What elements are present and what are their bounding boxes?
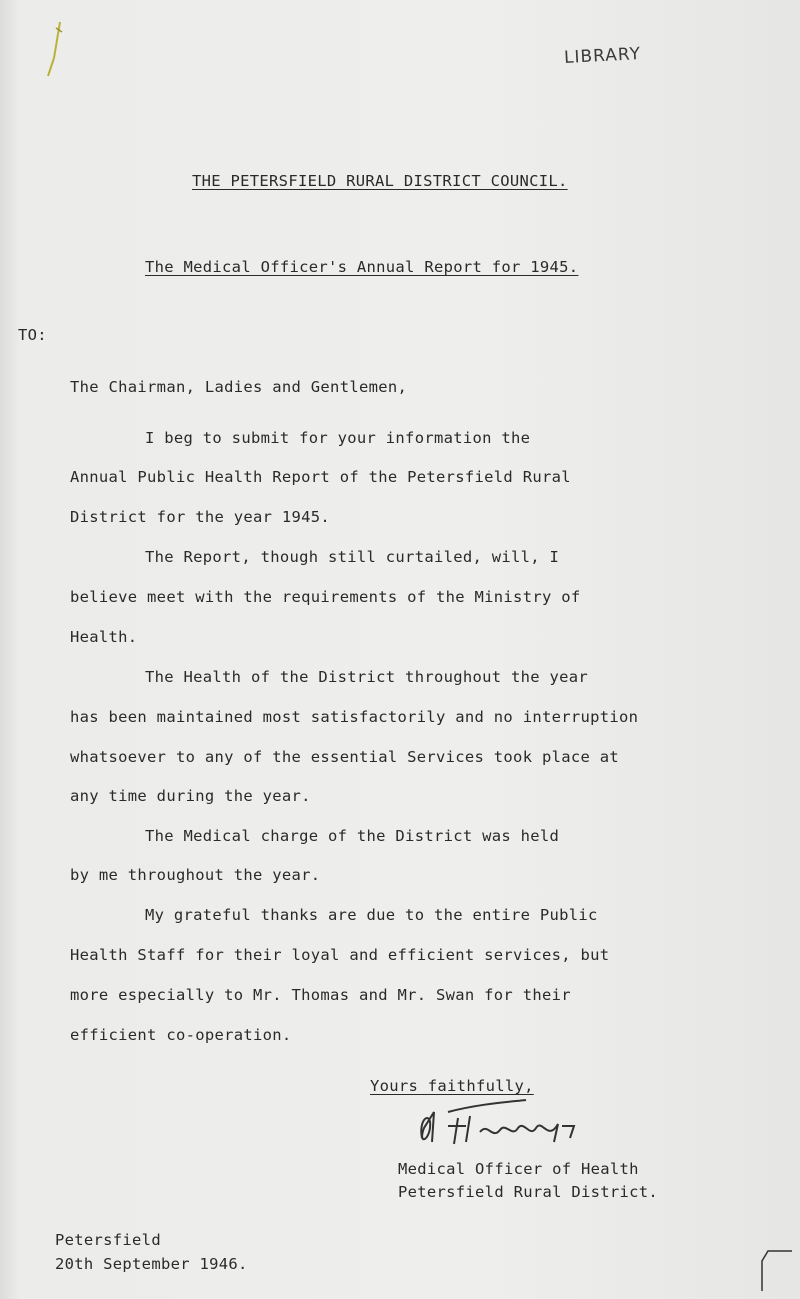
body-line: has been maintained most satisfactorily and no interruption bbox=[70, 708, 639, 726]
report-subheading: The Medical Officer's Annual Report for 1945. bbox=[145, 258, 579, 276]
library-stamp: LIBRARY bbox=[563, 43, 642, 69]
body-line: more especially to Mr. Thomas and Mr. Swan for their bbox=[70, 986, 571, 1004]
signatory-district: Petersfield Rural District. bbox=[398, 1183, 659, 1201]
body-line: whatsoever to any of the essential Services took place at bbox=[70, 748, 620, 766]
body-line: The Medical charge of the District was held bbox=[145, 827, 560, 845]
body-line: believe meet with the requirements of the Ministry of bbox=[70, 588, 581, 606]
date: 20th September 1946. bbox=[55, 1255, 248, 1273]
report-heading: THE PETERSFIELD RURAL DISTRICT COUNCIL. bbox=[192, 172, 568, 190]
body-line: The Health of the District throughout the year bbox=[145, 668, 589, 686]
closing: Yours faithfully, bbox=[370, 1077, 534, 1095]
handwritten-signature bbox=[408, 1098, 648, 1158]
body-line: Health Staff for their loyal and efficient services, but bbox=[70, 946, 610, 964]
body-line: The Report, though still curtailed, will, I bbox=[145, 548, 560, 566]
body-line: Annual Public Health Report of the Petersfield Rural bbox=[70, 468, 571, 486]
body-line: any time during the year. bbox=[70, 787, 311, 805]
to-label: TO: bbox=[18, 326, 47, 344]
body-line: My grateful thanks are due to the entire Public bbox=[145, 906, 598, 924]
page-corner-mark-icon bbox=[758, 1249, 794, 1293]
signatory-title: Medical Officer of Health bbox=[398, 1160, 639, 1178]
body-line: Health. bbox=[70, 628, 138, 646]
place: Petersfield bbox=[55, 1231, 161, 1249]
body-line: by me throughout the year. bbox=[70, 866, 321, 884]
body-line: District for the year 1945. bbox=[70, 508, 331, 526]
body-line: efficient co-operation. bbox=[70, 1026, 292, 1044]
pencil-mark-icon bbox=[30, 18, 70, 82]
salutation: The Chairman, Ladies and Gentlemen, bbox=[70, 378, 408, 396]
body-line: I beg to submit for your information the bbox=[145, 429, 531, 447]
